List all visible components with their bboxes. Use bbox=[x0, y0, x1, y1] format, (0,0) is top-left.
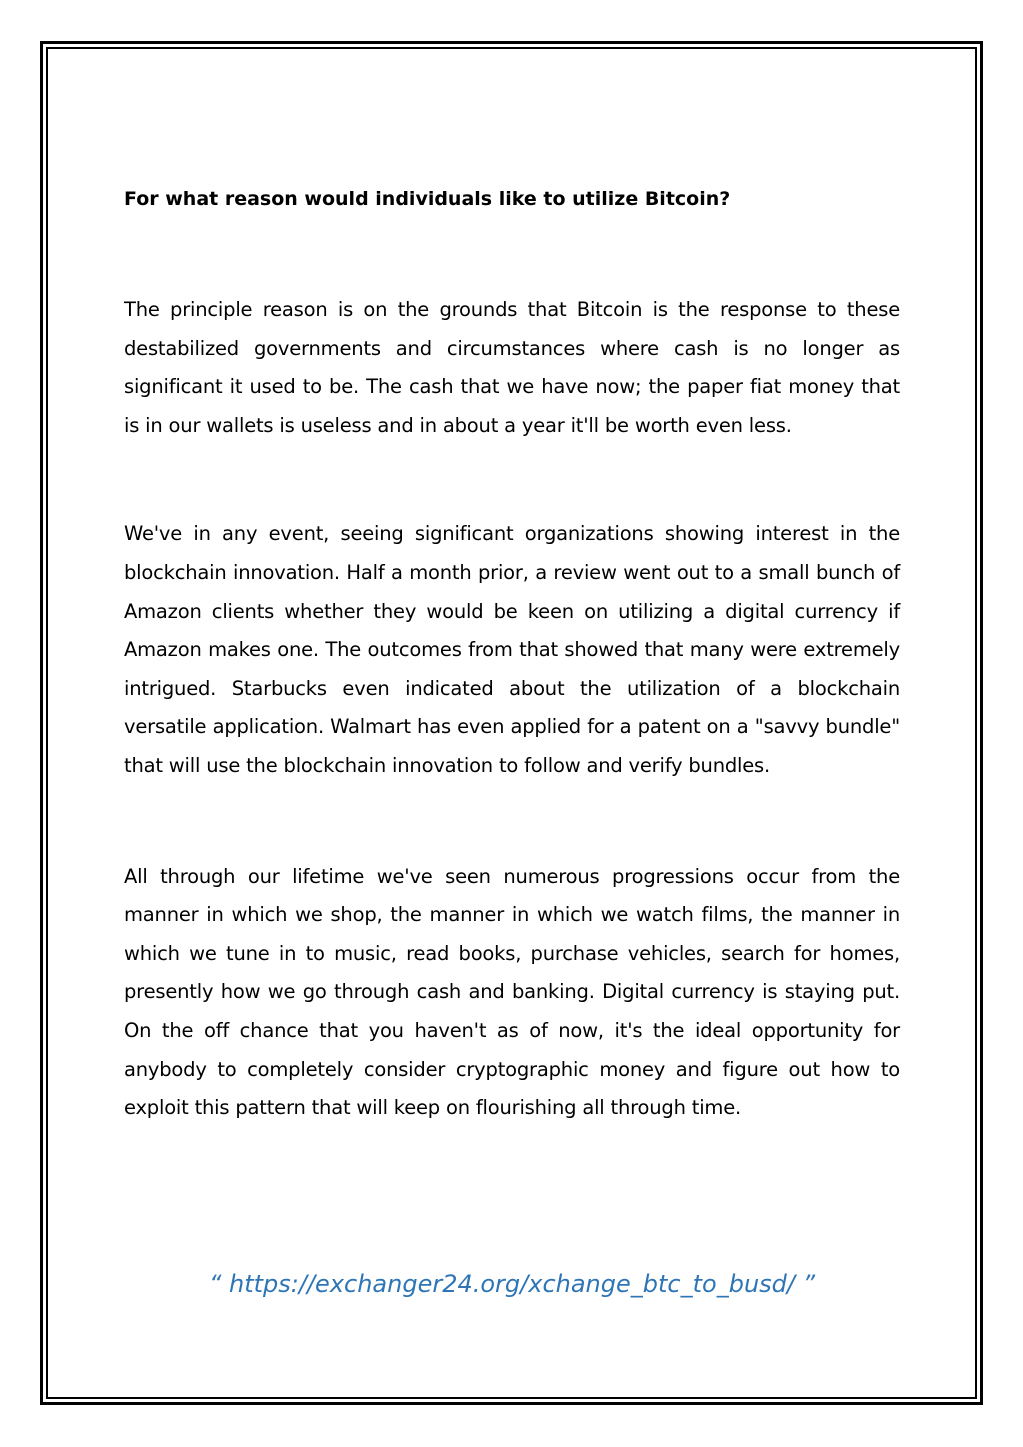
exchange-link[interactable]: https://exchanger24.org/xchange_btc_to_busd/ bbox=[229, 1270, 795, 1298]
paragraph-2: We've in any event, seeing significant organizations showing interest in the blockchain innovation. Half a month prior, a review went out to a small bunch of Amazon clients whether they would be keen on utilizing a digital currency if Amazon makes one. The outcomes from that showed that many were extremely intrigued. Starbucks even indicated about the utilization of a blockchain versatile application. Walmart has even applied for a patent on a "savvy bundle" that will use the blockchain innovation to follow and verify bundles. bbox=[124, 522, 900, 777]
close-quote: ” bbox=[794, 1270, 816, 1298]
document-body bbox=[124, 180, 900, 1128]
open-quote: “ bbox=[208, 1270, 230, 1298]
link-line bbox=[124, 1264, 900, 1304]
paragraph-1: The principle reason is on the grounds that Bitcoin is the response to these destabilized governments and circumstances where cash is no longer as significant it used to be. The cash that we have now; the paper fiat money that is in our wallets is useless and in about a year it'll be worth even less. bbox=[124, 298, 900, 437]
document-heading: For what reason would individuals like to utilize Bitcoin? bbox=[124, 188, 731, 210]
paragraph-3: All through our lifetime we've seen numerous progressions occur from the manner in which we shop, the manner in which we watch films, the manner in which we tune in to music, read books, purchase vehicles, search for homes, presently how we go through cash and banking. Digital currency is staying put. On the off chance that you haven't as of now, it's the ideal opportunity for anybody to completely consider cryptographic money and figure out how to exploit this pattern that will keep on flourishing all through time. bbox=[124, 864, 900, 1120]
